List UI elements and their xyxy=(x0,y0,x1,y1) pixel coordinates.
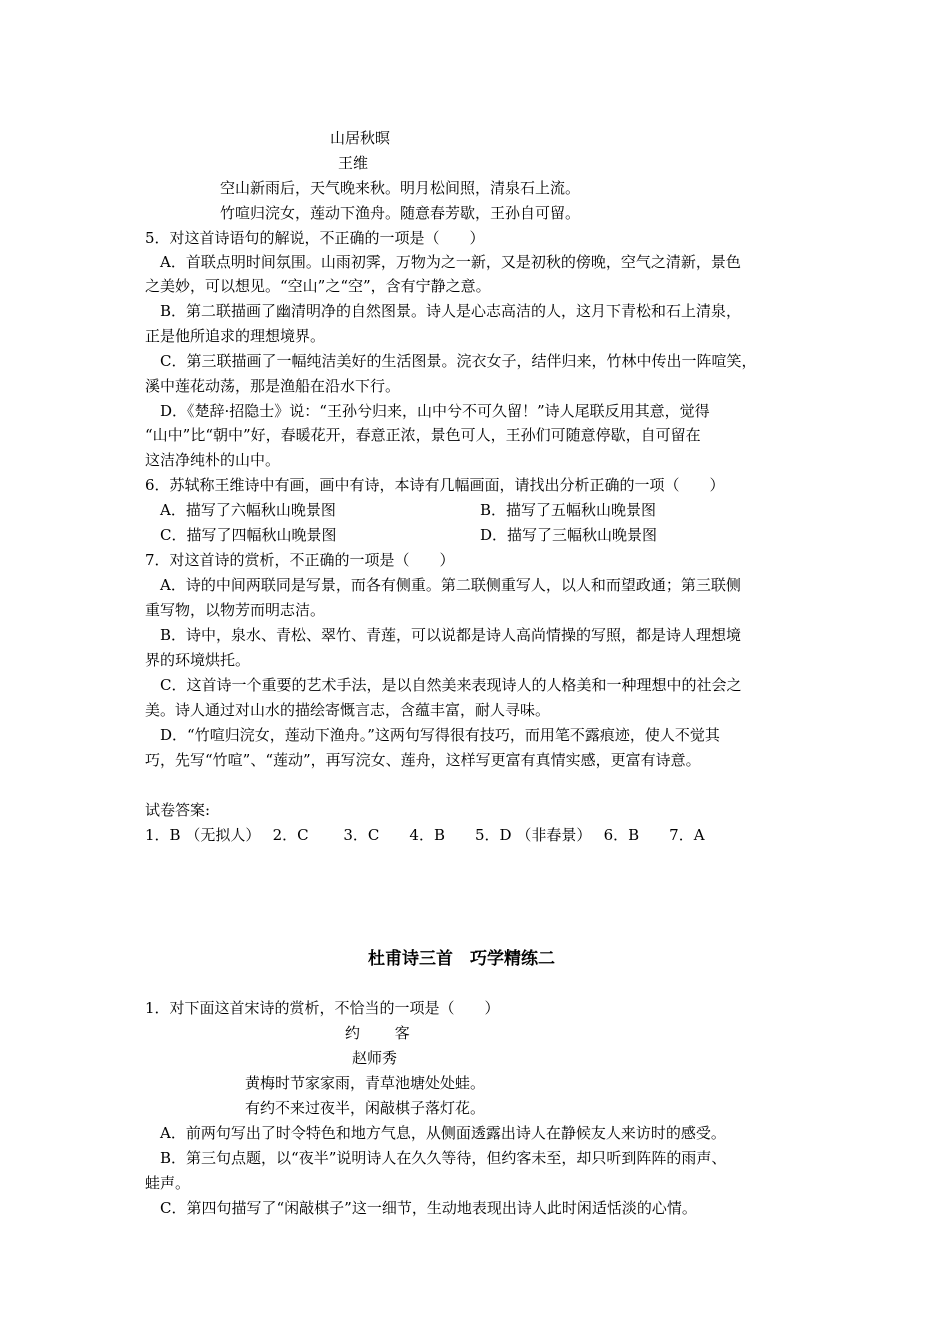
poem-title: 山居秋暝 xyxy=(330,129,391,147)
question-stem: 6．苏轼称王维诗中有画，画中有诗，本诗有几幅画面，请找出分析正确的一项（ ） xyxy=(145,476,725,494)
poem-line: 空山新雨后，天气晚来秋。明月松间照，清泉石上流。 xyxy=(220,179,581,197)
option-text: 溪中莲花动荡，那是渔船在沿水下行。 xyxy=(145,377,401,395)
option-text: B．第二联描画了幽清明净的自然图景。诗人是心志高洁的人，这月下青松和石上清泉， xyxy=(145,302,742,320)
option-text: A．诗的中间两联同是写景，而各有侧重。第二联侧重写人，以人和而望政通；第三联侧 xyxy=(145,576,741,594)
option-text: C．描写了四幅秋山晚景图 xyxy=(145,526,337,544)
option-text: D．“竹喧归浣女，莲动下渔舟。”这两句写得很有技巧，而用笔不露痕迹，使人不觉其 xyxy=(145,726,720,744)
option-text: D．描写了三幅秋山晚景图 xyxy=(480,526,658,544)
poem-line: 竹喧归浣女，莲动下渔舟。随意春芳歇，王孙自可留。 xyxy=(220,204,581,222)
option-text: 蛙声。 xyxy=(145,1174,191,1192)
option-text: B．描写了五幅秋山晚景图 xyxy=(480,501,657,519)
poem-author: 王维 xyxy=(338,154,369,172)
option-text: 这洁净纯朴的山中。 xyxy=(145,451,281,469)
option-text: A．首联点明时间氛围。山雨初霁，万物为之一新，又是初秋的傍晚，空气之清新，景色 xyxy=(145,253,741,271)
option-text: 美。诗人通过对山水的描绘寄慨言志，含蕴丰富，耐人寻味。 xyxy=(145,701,551,719)
option-text: 巧，先写“竹喧”、“莲动”，再写浣女、莲舟，这样写更富有真情实感，更富有诗意。 xyxy=(145,751,701,769)
option-text: 正是他所追求的理想境界。 xyxy=(145,327,326,345)
section-title: 杜甫诗三首 巧学精练二 xyxy=(368,949,555,969)
option-text: B．第三句点题，以“夜半”说明诗人在久久等待，但约客未至，却只听到阵阵的雨声、 xyxy=(145,1149,727,1167)
answers-text: 1．B （无拟人） 2．C 3．C 4．B 5．D （非春景） 6．B 7．A xyxy=(145,826,705,844)
poem-title: 约 客 xyxy=(345,1024,410,1042)
poem-line: 有约不来过夜半，闲敲棋子落灯花。 xyxy=(245,1099,486,1117)
option-text: D．《楚辞·招隐士》说：“王孙兮归来，山中兮不可久留！”诗人尾联反用其意，觉得 xyxy=(145,402,710,420)
question-stem: 7．对这首诗的赏析，不正确的一项是（ ） xyxy=(145,551,455,569)
answers-heading: 试卷答案: xyxy=(145,801,211,819)
option-text: “山中”比“朝中”好，春暖花开，春意正浓，景色可人，王孙们可随意停歇，自可留在 xyxy=(145,426,701,444)
option-text: C．这首诗一个重要的艺术手法，是以自然美来表现诗人的人格美和一种理想中的社会之 xyxy=(145,676,742,694)
option-text: C．第三联描画了一幅纯洁美好的生活图景。浣衣女子，结伴归来，竹林中传出一阵喧笑， xyxy=(145,352,757,370)
question-stem: 1．对下面这首宋诗的赏析，不恰当的一项是（ ） xyxy=(145,999,500,1017)
poem-line: 黄梅时节家家雨，青草池塘处处蛙。 xyxy=(245,1074,486,1092)
option-text: 重写物，以物芳而明志洁。 xyxy=(145,601,326,619)
poem-author: 赵师秀 xyxy=(352,1049,398,1067)
option-text: B．诗中，泉水、青松、翠竹、青莲，可以说都是诗人高尚情操的写照，都是诗人理想境 xyxy=(145,626,742,644)
option-text: C．第四句描写了“闲敲棋子”这一细节，生动地表现出诗人此时闲适恬淡的心情。 xyxy=(145,1199,697,1217)
option-text: A．描写了六幅秋山晚景图 xyxy=(145,501,336,519)
question-stem: 5．对这首诗语句的解说，不正确的一项是（ ） xyxy=(145,229,485,247)
option-text: 之美妙，可以想见。“空山”之“空”，含有宁静之意。 xyxy=(145,277,491,295)
option-text: A．前两句写出了时令特色和地方气息，从侧面透露出诗人在静候友人来访时的感受。 xyxy=(145,1124,726,1142)
option-text: 界的环境烘托。 xyxy=(145,651,251,669)
